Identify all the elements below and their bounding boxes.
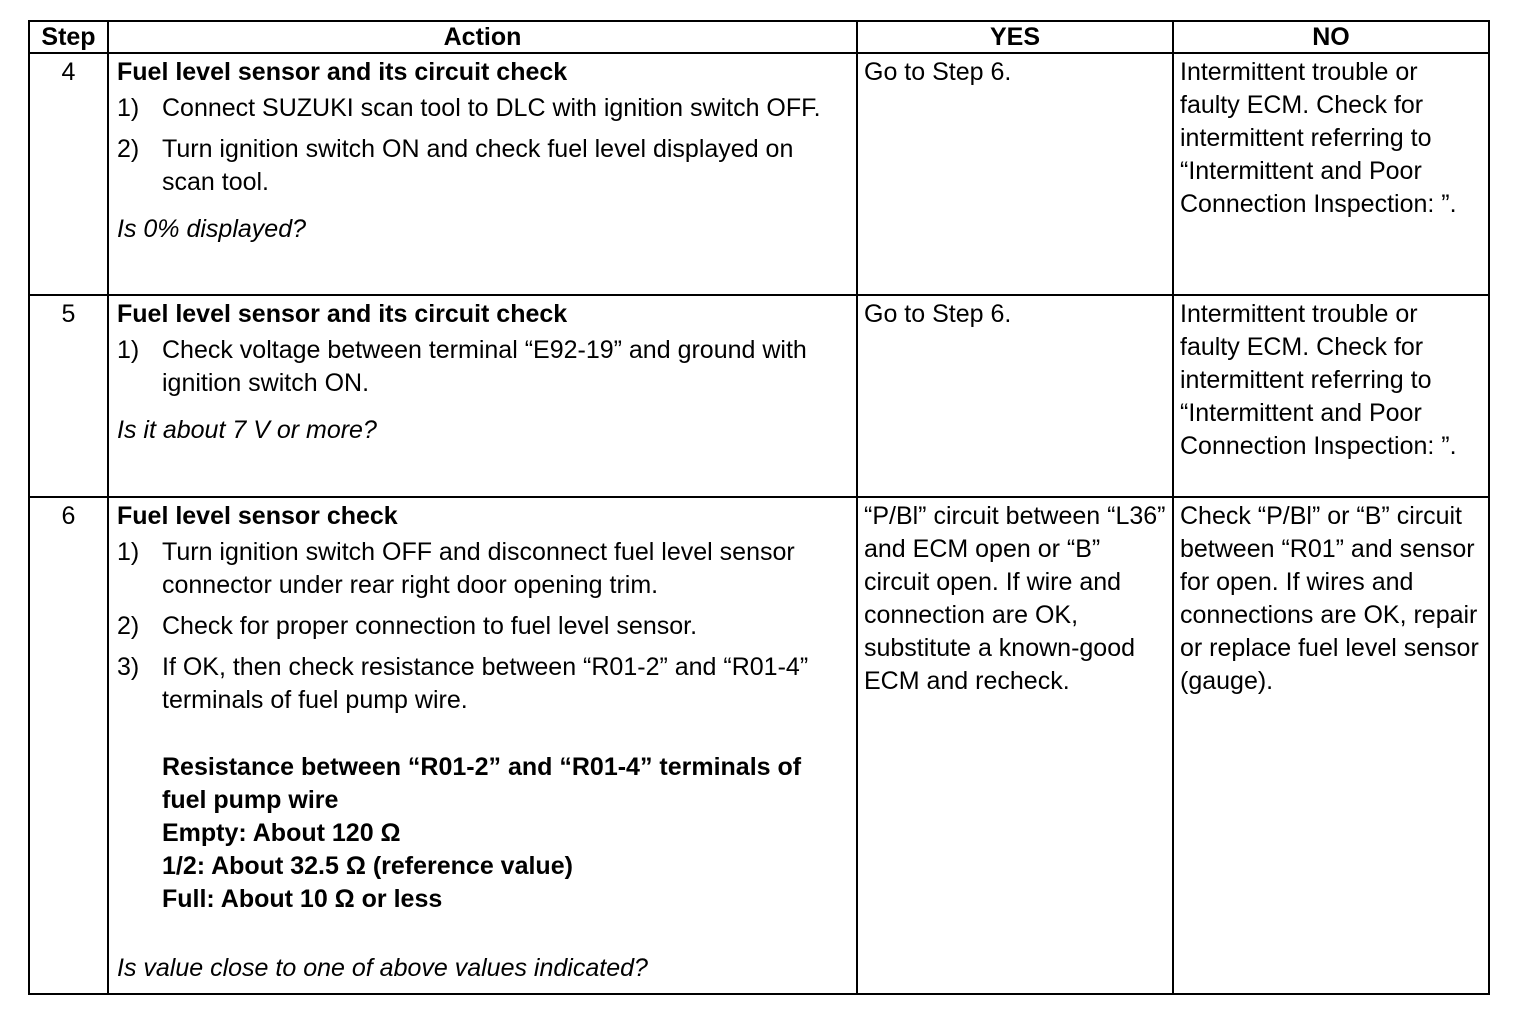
action-steps xyxy=(117,92,850,199)
yes-cell: Go to Step 6. xyxy=(857,53,1173,295)
step-number: 5 xyxy=(29,295,108,497)
spec-heading: Resistance between “R01-2” and “R01-4” terminals of fuel pump wire xyxy=(162,753,802,814)
action-cell xyxy=(108,295,857,497)
item-text: Check for proper connection to fuel level sensor. xyxy=(162,612,698,640)
item-number: 2) xyxy=(117,612,140,640)
header-row xyxy=(29,21,1489,53)
spec-full: Full: About 10 Ω or less xyxy=(162,885,443,913)
no-cell: Intermittent trouble or faulty ECM. Check for intermittent referring to “Intermittent and Poor Connection Inspection: ”. xyxy=(1173,53,1489,295)
header-action: Action xyxy=(108,21,857,53)
step-number: 4 xyxy=(29,53,108,295)
step-number: 6 xyxy=(29,497,108,994)
yes-cell: “P/Bl” circuit between “L36” and ECM open or “B” circuit open. If wire and connection are OK, substitute a known-good ECM and recheck. xyxy=(857,497,1173,994)
item-text: Connect SUZUKI scan tool to DLC with ignition switch OFF. xyxy=(162,94,821,122)
item-text: If OK, then check resistance between “R01-2” and “R01-4” terminals of fuel pump wire. xyxy=(162,653,809,714)
table-row-step-4 xyxy=(29,53,1489,295)
check-question: Is value close to one of above values indicated? xyxy=(117,954,648,982)
item-text: Check voltage between terminal “E92-19” and ground with ignition switch ON. xyxy=(162,336,807,397)
spec-half: 1/2: About 32.5 Ω (reference value) xyxy=(162,852,573,880)
action-title: Fuel level sensor check xyxy=(117,502,398,530)
header-step: Step xyxy=(29,21,108,53)
header-yes: YES xyxy=(857,21,1173,53)
item-number: 2) xyxy=(117,135,140,163)
list-item xyxy=(117,334,850,400)
yes-cell: Go to Step 6. xyxy=(857,295,1173,497)
list-item xyxy=(117,92,850,125)
table-row-step-6 xyxy=(29,497,1489,994)
spec-empty: Empty: About 120 Ω xyxy=(162,819,401,847)
action-steps xyxy=(117,334,850,400)
action-title: Fuel level sensor and its circuit check xyxy=(117,300,568,328)
list-item xyxy=(117,610,850,643)
table-row-step-5 xyxy=(29,295,1489,497)
item-text: Turn ignition switch OFF and disconnect fuel level sensor connector under rear right door opening trim. xyxy=(162,538,795,599)
item-text: Turn ignition switch ON and check fuel level displayed on scan tool. xyxy=(162,135,794,196)
action-cell xyxy=(108,497,857,994)
diagnosis-table xyxy=(28,20,1490,995)
check-question: Is it about 7 V or more? xyxy=(117,416,377,444)
action-title: Fuel level sensor and its circuit check xyxy=(117,58,568,86)
no-cell: Check “P/Bl” or “B” circuit between “R01” and sensor for open. If wires and connections are OK, repair or replace fuel level sensor (gauge). xyxy=(1173,497,1489,994)
resistance-spec xyxy=(162,751,850,916)
item-number: 1) xyxy=(117,538,140,566)
header-no: NO xyxy=(1173,21,1489,53)
no-cell: Intermittent trouble or faulty ECM. Check for intermittent referring to “Intermittent and Poor Connection Inspection: ”. xyxy=(1173,295,1489,497)
item-number: 1) xyxy=(117,336,140,364)
action-cell xyxy=(108,53,857,295)
item-number: 1) xyxy=(117,94,140,122)
check-question: Is 0% displayed? xyxy=(117,215,307,243)
item-number: 3) xyxy=(117,653,140,681)
list-item xyxy=(117,536,850,602)
action-steps xyxy=(117,536,850,717)
list-item xyxy=(117,133,850,199)
list-item xyxy=(117,651,850,717)
